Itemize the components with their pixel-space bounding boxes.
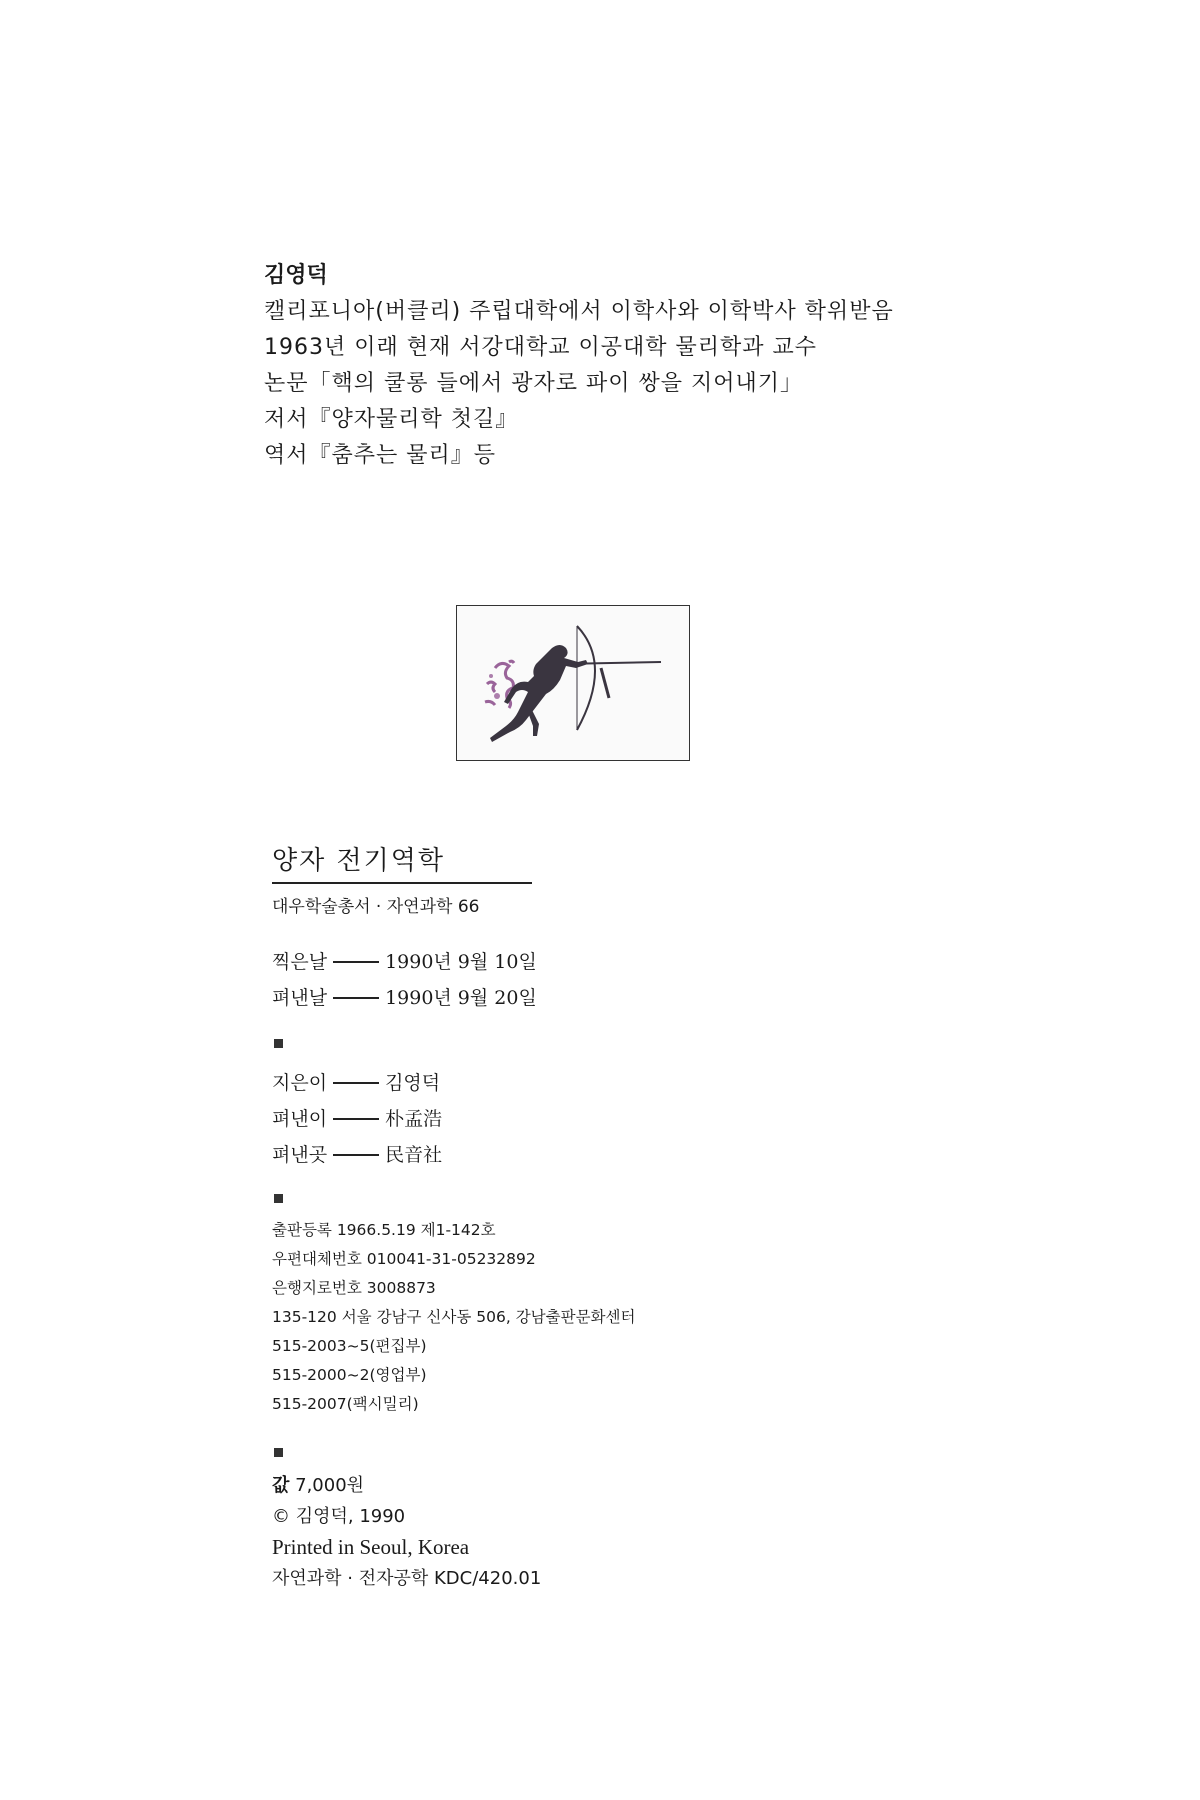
publisher-row — [272, 1101, 442, 1137]
price-label: 값 — [272, 1475, 290, 1496]
author-bio — [264, 258, 894, 474]
price-block — [272, 1470, 541, 1594]
price-value: 7,000원 — [295, 1475, 365, 1496]
press-label: 펴낸곳 — [272, 1144, 328, 1166]
bio-education: 캘리포니아(버클리) 주립대학에서 이학사와 이학박사 학위받음 — [264, 299, 894, 324]
people-block — [272, 1065, 442, 1173]
leader-dash — [333, 1118, 379, 1120]
printed-in-line: Printed in Seoul, Korea — [272, 1535, 470, 1559]
published-date-row — [272, 980, 537, 1016]
bio-position: 1963년 이래 현재 서강대학교 이공대학 물리학과 교수 — [264, 335, 817, 360]
section-marker — [274, 1448, 283, 1457]
author-label: 지은이 — [272, 1072, 328, 1094]
book-title: 양자 전기역학 — [272, 846, 445, 876]
postal-transfer-line: 우편대체번호 010041-31-05232892 — [272, 1250, 536, 1268]
archer-silhouette-icon — [457, 606, 689, 760]
publisher-info-block — [272, 1216, 635, 1419]
publisher-logo — [456, 605, 690, 761]
printed-date-row — [272, 944, 537, 980]
bio-book: 저서『양자물리학 첫길』 — [264, 407, 519, 432]
printed-date-value: 1990년 9월 10일 — [385, 951, 537, 973]
price-row — [272, 1470, 541, 1501]
registration-line: 출판등록 1966.5.19 제1-142호 — [272, 1221, 496, 1239]
published-date-label: 펴낸날 — [272, 987, 328, 1009]
section-marker — [274, 1194, 283, 1203]
bio-thesis: 논문「핵의 쿨롱 들에서 광자로 파이 쌍을 지어내기」 — [264, 371, 804, 396]
bio-translation: 역서『춤추는 물리』등 — [264, 443, 497, 468]
publisher-value: 朴孟浩 — [385, 1108, 443, 1130]
leader-dash — [333, 1154, 379, 1156]
book-series: 대우학술총서 · 자연과학 66 — [272, 897, 480, 917]
leader-dash — [333, 1082, 379, 1084]
classification-line: 자연과학 · 전자공학 KDC/420.01 — [272, 1568, 542, 1589]
section-marker — [274, 1039, 283, 1048]
fax-line: 515-2007(팩시밀리) — [272, 1395, 419, 1413]
phone-sales-line: 515-2000~2(영업부) — [272, 1366, 427, 1384]
printed-date-label: 찍은날 — [272, 951, 328, 973]
dates-block — [272, 944, 537, 1016]
phone-editorial-line: 515-2003~5(편집부) — [272, 1337, 427, 1355]
author-value: 김영덕 — [385, 1072, 441, 1094]
author-row — [272, 1065, 442, 1101]
copyright-line: © 김영덕, 1990 — [272, 1506, 406, 1527]
publisher-label: 펴낸이 — [272, 1108, 328, 1130]
bank-giro-line: 은행지로번호 3008873 — [272, 1279, 436, 1297]
title-underline — [272, 882, 532, 884]
leader-dash — [333, 997, 379, 999]
leader-dash — [333, 961, 379, 963]
press-row — [272, 1137, 442, 1173]
address-line: 135-120 서울 강남구 신사동 506, 강남출판문화센터 — [272, 1308, 636, 1326]
press-value: 民音社 — [385, 1144, 443, 1166]
published-date-value: 1990년 9월 20일 — [385, 987, 537, 1009]
author-name: 김영덕 — [264, 263, 328, 288]
